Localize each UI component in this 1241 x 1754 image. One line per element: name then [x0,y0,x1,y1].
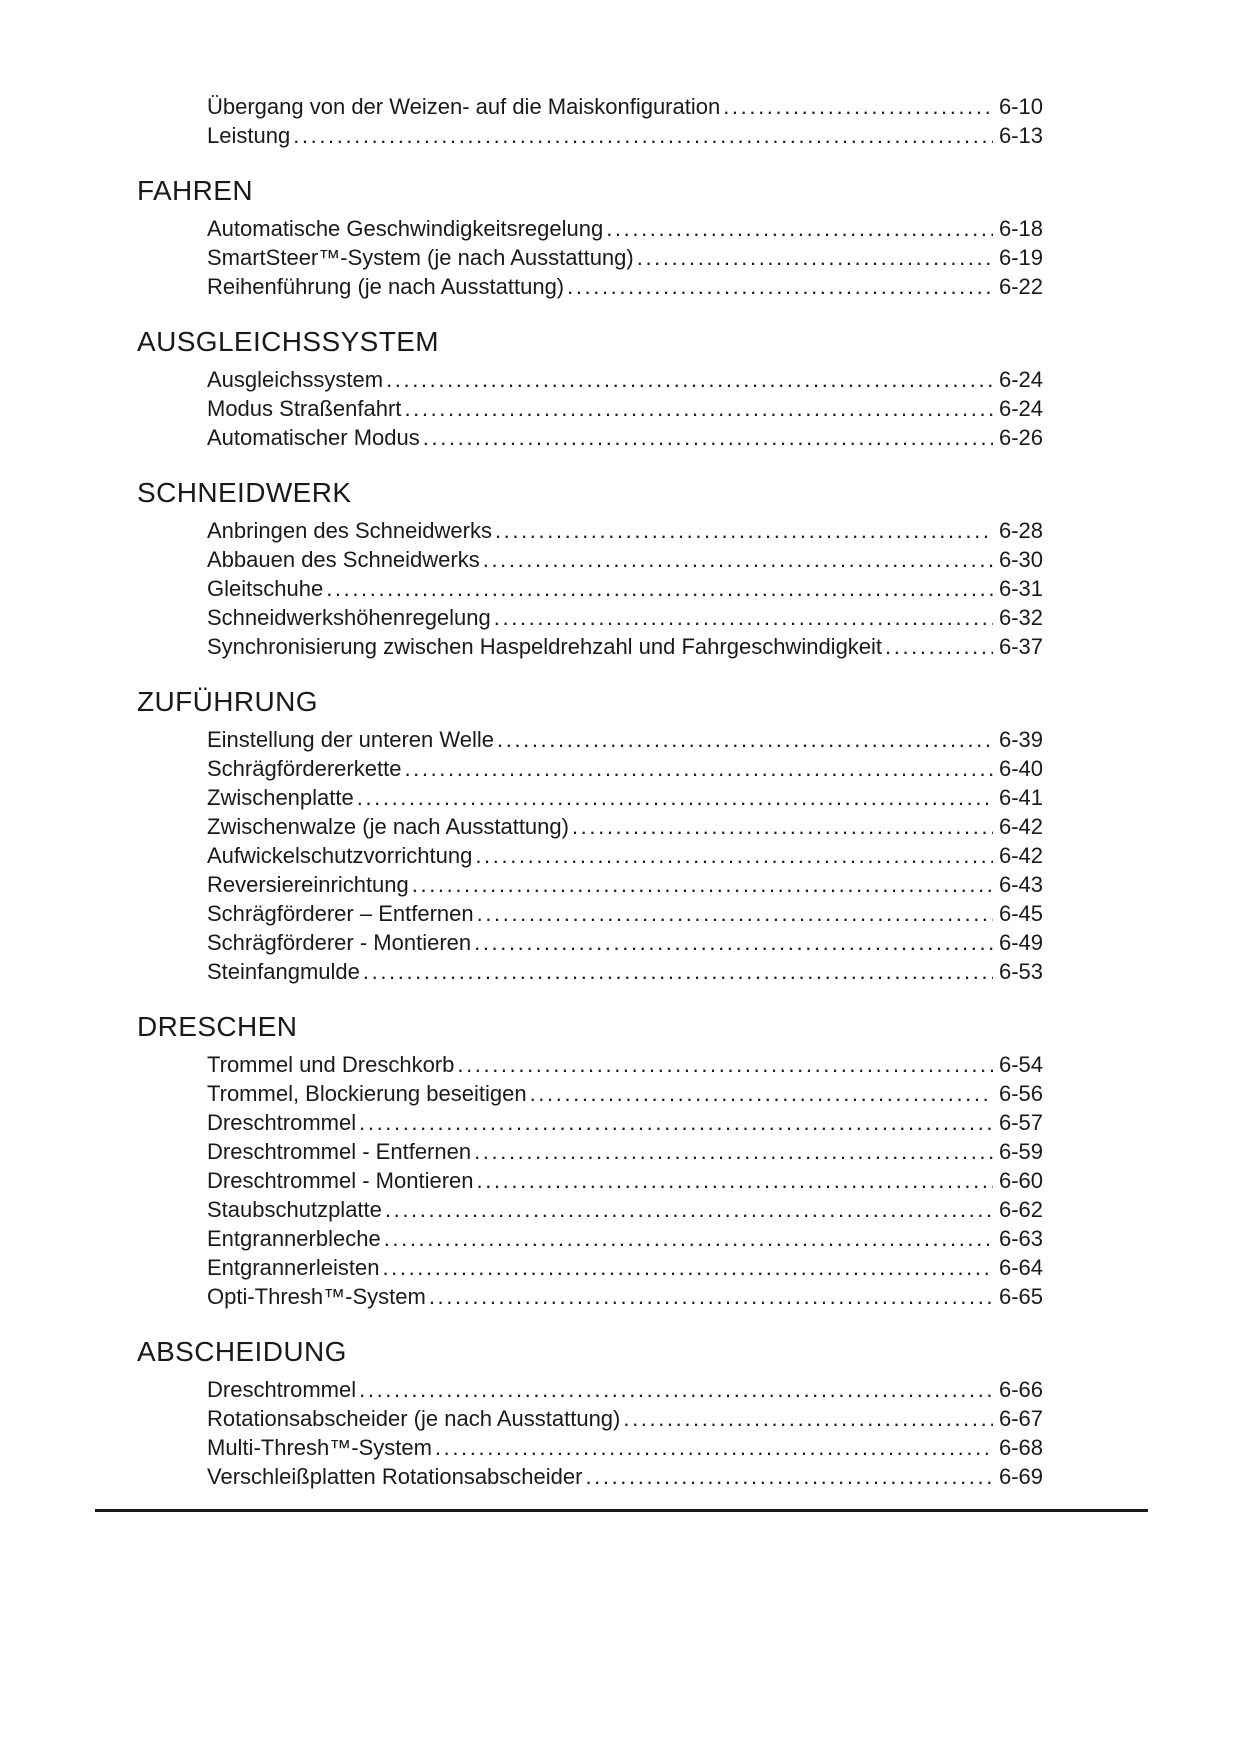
toc-entry [207,394,1043,423]
entry-label: Aufwickelschutzvorrichtung [207,843,473,868]
entry-label: Schrägfördererkette [207,756,402,781]
toc-entry [207,783,1043,812]
entry-label: Einstellung der unteren Welle [207,727,494,752]
dot-leader [363,957,993,986]
entry-page-number: 6-39 [998,727,1043,752]
toc-entry [207,423,1043,452]
toc-entry [207,1137,1043,1166]
entry-page-number: 6-56 [998,1081,1043,1106]
toc-entry [207,1166,1043,1195]
dot-leader [359,1375,993,1404]
toc-entry [207,574,1043,603]
entry-label: Automatische Geschwindigkeitsregelung [207,216,604,241]
dot-leader [382,1253,993,1282]
entry-page-number: 6-13 [998,123,1043,148]
entry-label: Schrägförderer - Montieren [207,930,472,955]
toc-entry [207,928,1043,957]
toc-entry [207,1079,1043,1108]
entry-page-number: 6-31 [998,576,1043,601]
dot-leader [477,899,993,928]
dot-leader [357,783,993,812]
section-title: SCHNEIDWERK [137,477,352,508]
dot-leader [530,1079,993,1108]
entry-page-number: 6-42 [998,814,1043,839]
toc-entry [207,1108,1043,1137]
entry-page-number: 6-62 [998,1197,1043,1222]
toc-entry [207,841,1043,870]
dot-leader [457,1050,993,1079]
entry-label: Staubschutzplatte [207,1197,382,1222]
entry-page-number: 6-40 [998,756,1043,781]
toc-entry [207,1433,1043,1462]
entry-page-number: 6-41 [998,785,1043,810]
dot-leader [404,754,993,783]
dot-leader [477,1166,993,1195]
toc-entry [207,545,1043,574]
dot-leader [494,603,993,632]
dot-leader [723,92,993,121]
entry-page-number: 6-53 [998,959,1043,984]
dot-leader [429,1282,993,1311]
entry-label: Dreschtrommel - Montieren [207,1168,474,1193]
entry-label: Ausgleichssystem [207,367,384,392]
dot-leader [585,1462,993,1491]
dot-leader [384,1224,993,1253]
toc-entry [207,603,1043,632]
entry-label: Verschleißplatten Rotationsabscheider [207,1464,583,1489]
section-entries [207,214,1043,301]
toc-entry [207,1462,1043,1491]
dot-leader [567,272,993,301]
toc-entry [207,1375,1043,1404]
dot-leader [572,812,993,841]
entry-label: Opti-Thresh™-System [207,1284,426,1309]
entry-page-number: 6-65 [998,1284,1043,1309]
toc-entry [207,516,1043,545]
entry-page-number: 6-18 [998,216,1043,241]
toc-entry [207,1050,1043,1079]
entry-label: Dreschtrommel - Entfernen [207,1139,472,1164]
toc-entry [207,1195,1043,1224]
entry-page-number: 6-43 [998,872,1043,897]
entry-label: Entgrannerleisten [207,1255,380,1280]
toc-entry [207,243,1043,272]
entry-label: Modus Straßenfahrt [207,396,402,421]
entry-label: Anbringen des Schneidwerks [207,518,492,543]
entry-label: Entgrannerbleche [207,1226,381,1251]
entry-page-number: 6-10 [998,94,1043,119]
entry-page-number: 6-54 [998,1052,1043,1077]
entry-page-number: 6-67 [998,1406,1043,1431]
dot-leader [497,725,993,754]
section-title: FAHREN [137,175,253,206]
toc-entry [207,1404,1043,1433]
toc-entry [207,725,1043,754]
toc-entry [207,1282,1043,1311]
toc-section [137,682,1043,986]
section-entries [207,1375,1043,1491]
entry-label: Abbauen des Schneidwerks [207,547,480,572]
section-title: DRESCHEN [137,1011,298,1042]
entry-page-number: 6-64 [998,1255,1043,1280]
dot-leader [385,1195,993,1224]
dot-leader [623,1404,993,1433]
entry-page-number: 6-22 [998,274,1043,299]
entry-page-number: 6-30 [998,547,1043,572]
dot-leader [326,574,993,603]
toc-entry [207,957,1043,986]
entry-label: Automatischer Modus [207,425,420,450]
footer-divider [95,1509,1148,1512]
entry-label: Rotationsabscheider (je nach Ausstattung) [207,1406,621,1431]
entry-label: Zwischenplatte [207,785,354,810]
entry-page-number: 6-68 [998,1435,1043,1460]
section-title: AUSGLEICHSSYSTEM [137,326,440,357]
dot-leader [435,1433,993,1462]
entry-page-number: 6-66 [998,1377,1043,1402]
entry-label: Steinfangmulde [207,959,360,984]
dot-leader [474,928,993,957]
entry-page-number: 6-37 [998,634,1043,659]
entry-page-number: 6-49 [998,930,1043,955]
dot-leader [404,394,993,423]
dot-leader [423,423,993,452]
entry-label: Gleitschuhe [207,576,324,601]
entry-label: Synchronisierung zwischen Haspeldrehzahl und Fahrgeschwindigkeit [207,634,883,659]
entry-page-number: 6-32 [998,605,1043,630]
dot-leader [359,1108,993,1137]
entry-page-number: 6-59 [998,1139,1043,1164]
toc-section [137,322,1043,452]
toc-entry [207,899,1043,928]
entry-page-number: 6-63 [998,1226,1043,1251]
dot-leader [293,121,993,150]
entry-label: Multi-Thresh™-System [207,1435,432,1460]
entry-label: Leistung [207,123,291,148]
toc-section [137,473,1043,661]
toc-entry [207,121,1043,150]
entry-page-number: 6-69 [998,1464,1043,1489]
dot-leader [412,870,993,899]
section-title: ZUFÜHRUNG [137,686,318,717]
toc-entry [207,1224,1043,1253]
section-entries [207,365,1043,452]
toc-section [137,1332,1043,1491]
entry-label: Dreschtrommel [207,1110,357,1135]
toc-entry [207,1253,1043,1282]
dot-leader [495,516,993,545]
entry-label: Zwischenwalze (je nach Ausstattung) [207,814,569,839]
dot-leader [483,545,993,574]
entry-page-number: 6-28 [998,518,1043,543]
entry-label: Dreschtrommel [207,1377,357,1402]
entry-page-number: 6-24 [998,367,1043,392]
dot-leader [386,365,993,394]
entry-label: SmartSteer™-System (je nach Ausstattung) [207,245,634,270]
toc-entry [207,812,1043,841]
dot-leader [474,1137,993,1166]
entry-page-number: 6-19 [998,245,1043,270]
dot-leader [885,632,993,661]
section-entries [207,725,1043,986]
toc-entry [207,632,1043,661]
section-entries [207,516,1043,661]
entry-label: Reihenführung (je nach Ausstattung) [207,274,565,299]
dot-leader [606,214,993,243]
toc-entry [207,214,1043,243]
entry-label: Übergang von der Weizen- auf die Maiskonfiguration [207,94,721,119]
toc-section-continued [137,92,1043,150]
entry-label: Trommel, Blockierung beseitigen [207,1081,527,1106]
toc-entry [207,754,1043,783]
entry-page-number: 6-42 [998,843,1043,868]
entry-label: Reversiereinrichtung [207,872,409,897]
dot-leader [637,243,993,272]
section-entries [207,1050,1043,1311]
entry-page-number: 6-24 [998,396,1043,421]
entry-label: Schrägförderer – Entfernen [207,901,474,926]
entry-page-number: 6-26 [998,425,1043,450]
entry-page-number: 6-60 [998,1168,1043,1193]
dot-leader [475,841,993,870]
toc-entry [207,92,1043,121]
section-title: ABSCHEIDUNG [137,1336,347,1367]
section-entries [207,92,1043,150]
entry-page-number: 6-45 [998,901,1043,926]
toc-entry [207,870,1043,899]
toc-entry [207,272,1043,301]
toc-section [137,171,1043,301]
entry-label: Schneidwerkshöhenregelung [207,605,491,630]
toc-entry [207,365,1043,394]
toc-section [137,1007,1043,1311]
entry-label: Trommel und Dreschkorb [207,1052,455,1077]
entry-page-number: 6-57 [998,1110,1043,1135]
